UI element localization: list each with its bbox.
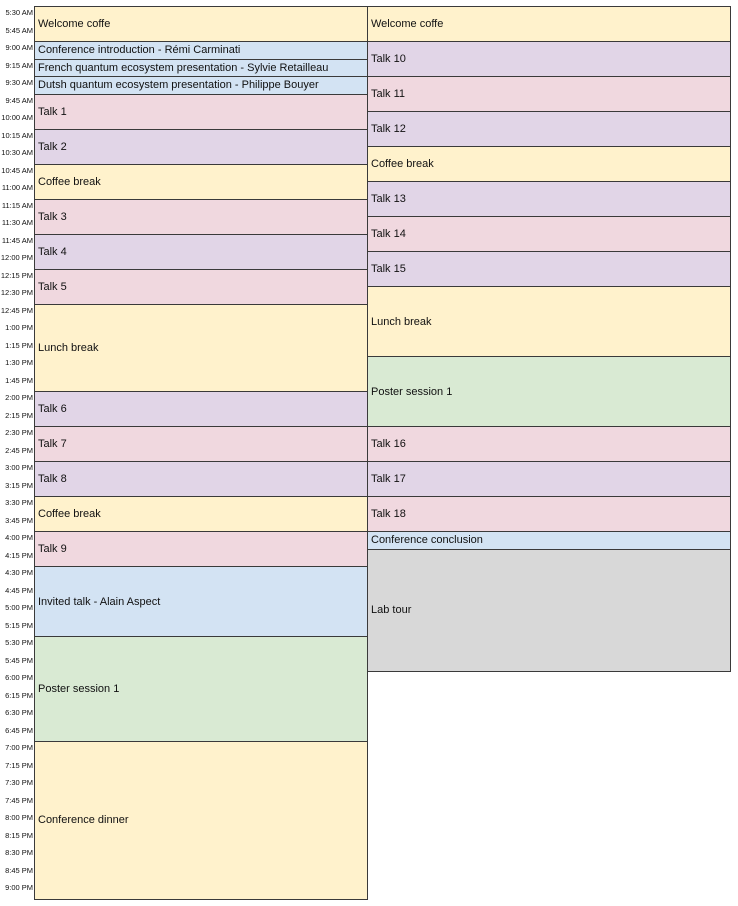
event-block[interactable]: [367, 76, 731, 112]
event-block[interactable]: [367, 251, 731, 287]
event-title: Talk 11: [371, 88, 406, 100]
event-block[interactable]: [34, 129, 368, 165]
time-label: 1:00 PM: [5, 323, 33, 332]
time-label: 10:15 AM: [1, 130, 33, 140]
time-label: 6:00 PM: [5, 673, 33, 682]
event-block[interactable]: [34, 94, 368, 130]
time-label: 9:15 AM: [5, 60, 33, 70]
event-title: Invited talk - Alain Aspect: [38, 595, 161, 608]
time-label: 9:45 AM: [5, 95, 33, 105]
event-title: Poster session 1: [371, 385, 453, 398]
event-block[interactable]: [34, 164, 368, 200]
event-title: French quantum ecosystem presentation - Sylvie Retailleau: [38, 61, 329, 74]
time-label: 5:15 PM: [5, 620, 33, 630]
event-block[interactable]: [367, 531, 731, 550]
event-block[interactable]: [367, 286, 731, 357]
event-title: Conference introduction - Rémi Carminati: [38, 44, 241, 57]
time-label: 8:30 PM: [5, 848, 33, 857]
time-label: 8:15 PM: [5, 830, 33, 840]
event-block[interactable]: [367, 6, 731, 42]
event-block[interactable]: [34, 566, 368, 637]
event-title: Talk 13: [371, 193, 406, 205]
event-block[interactable]: [367, 41, 731, 77]
time-label: 1:45 PM: [5, 375, 33, 385]
time-label: 7:00 PM: [5, 743, 33, 752]
time-label: 5:30 PM: [5, 638, 33, 647]
time-label: 10:45 AM: [1, 165, 33, 175]
time-label: 7:45 PM: [5, 795, 33, 805]
event-block[interactable]: [367, 111, 731, 147]
event-title: Talk 14: [371, 228, 406, 240]
event-title: Welcome coffe: [38, 18, 111, 30]
time-label: 12:45 PM: [0, 305, 33, 315]
time-label: 4:00 PM: [5, 533, 33, 542]
time-label: 2:00 PM: [5, 393, 33, 402]
time-label: 12:00 PM: [0, 253, 33, 262]
time-label: 1:15 PM: [5, 340, 33, 350]
time-label: 9:00 PM: [5, 883, 33, 892]
event-title: Talk 12: [371, 123, 406, 135]
time-label: 7:30 PM: [5, 778, 33, 787]
event-title: Talk 2: [38, 140, 67, 153]
event-block[interactable]: [34, 269, 368, 305]
time-label: 1:30 PM: [5, 358, 33, 367]
event-title: Lab tour: [371, 604, 412, 617]
time-label: 12:15 PM: [0, 270, 33, 280]
event-title: Coffee break: [371, 158, 434, 170]
time-label: 12:30 PM: [0, 288, 33, 297]
time-label: 3:00 PM: [5, 463, 33, 472]
event-block[interactable]: [34, 304, 368, 393]
time-label: 3:15 PM: [5, 480, 33, 490]
event-title: Talk 18: [371, 508, 406, 520]
day-column-1: [34, 0, 368, 906]
event-title: Lunch break: [38, 341, 99, 354]
event-title: Talk 1: [38, 105, 67, 118]
time-label: 6:45 PM: [5, 725, 33, 735]
event-block[interactable]: [367, 146, 731, 182]
time-label: 2:15 PM: [5, 410, 33, 420]
event-block[interactable]: [34, 636, 368, 742]
event-title: Conference dinner: [38, 814, 129, 827]
event-title: Talk 9: [38, 543, 67, 555]
event-title: Talk 16: [371, 438, 406, 450]
event-title: Talk 17: [371, 473, 406, 485]
time-label: 5:45 PM: [5, 655, 33, 665]
time-label: 11:15 AM: [1, 200, 33, 210]
event-title: Poster session 1: [38, 683, 120, 695]
time-label: 11:45 AM: [1, 235, 33, 245]
time-label: 9:30 AM: [5, 78, 33, 87]
time-label: 6:30 PM: [5, 708, 33, 717]
event-block[interactable]: [34, 234, 368, 270]
time-axis: [0, 0, 34, 906]
time-label: 5:30 AM: [5, 8, 33, 17]
event-block[interactable]: [367, 181, 731, 217]
event-title: Talk 4: [38, 245, 67, 258]
event-title: Dutsh quantum ecosystem presentation - Philippe Bouyer: [38, 79, 319, 92]
event-block[interactable]: [34, 391, 368, 427]
event-title: Coffee break: [38, 508, 101, 520]
event-title: Coffee break: [38, 175, 101, 188]
event-title: Talk 6: [38, 403, 67, 415]
event-block[interactable]: [34, 531, 368, 567]
event-block[interactable]: [34, 199, 368, 235]
event-block[interactable]: [34, 496, 368, 532]
time-label: 6:15 PM: [5, 690, 33, 700]
time-label: 8:00 PM: [5, 813, 33, 822]
time-label: 3:45 PM: [5, 515, 33, 525]
event-block[interactable]: [34, 76, 368, 95]
time-label: 2:45 PM: [5, 445, 33, 455]
event-block[interactable]: [34, 6, 368, 42]
event-block[interactable]: [34, 426, 368, 462]
event-block[interactable]: [367, 356, 731, 427]
event-block[interactable]: [367, 216, 731, 252]
event-title: Talk 3: [38, 210, 67, 223]
event-title: Talk 7: [38, 438, 67, 450]
event-title: Welcome coffe: [371, 18, 444, 30]
event-block[interactable]: [34, 59, 368, 78]
event-title: Lunch break: [371, 315, 432, 328]
time-label: 10:30 AM: [1, 148, 33, 157]
event-block[interactable]: [367, 549, 731, 673]
time-label: 4:45 PM: [5, 585, 33, 595]
time-label: 5:00 PM: [5, 603, 33, 612]
event-block[interactable]: [34, 741, 368, 900]
event-title: Talk 5: [38, 280, 67, 293]
time-label: 10:00 AM: [1, 113, 33, 122]
time-label: 11:00 AM: [1, 183, 33, 192]
time-label: 3:30 PM: [5, 498, 33, 507]
event-title: Talk 10: [371, 53, 406, 65]
event-block[interactable]: [367, 426, 731, 462]
event-title: Talk 15: [371, 263, 406, 275]
event-block[interactable]: [367, 496, 731, 532]
time-label: 9:00 AM: [5, 43, 33, 52]
event-block[interactable]: [34, 41, 368, 60]
time-label: 8:45 PM: [5, 865, 33, 875]
time-label: 5:45 AM: [5, 25, 33, 35]
time-label: 4:15 PM: [5, 550, 33, 560]
day-column-2: [367, 0, 731, 906]
time-label: 4:30 PM: [5, 568, 33, 577]
time-label: 11:30 AM: [1, 218, 33, 227]
event-block[interactable]: [367, 461, 731, 497]
time-label: 7:15 PM: [5, 760, 33, 770]
event-title: Talk 8: [38, 473, 67, 485]
time-label: 2:30 PM: [5, 428, 33, 437]
event-title: Conference conclusion: [371, 534, 483, 547]
event-block[interactable]: [34, 461, 368, 497]
